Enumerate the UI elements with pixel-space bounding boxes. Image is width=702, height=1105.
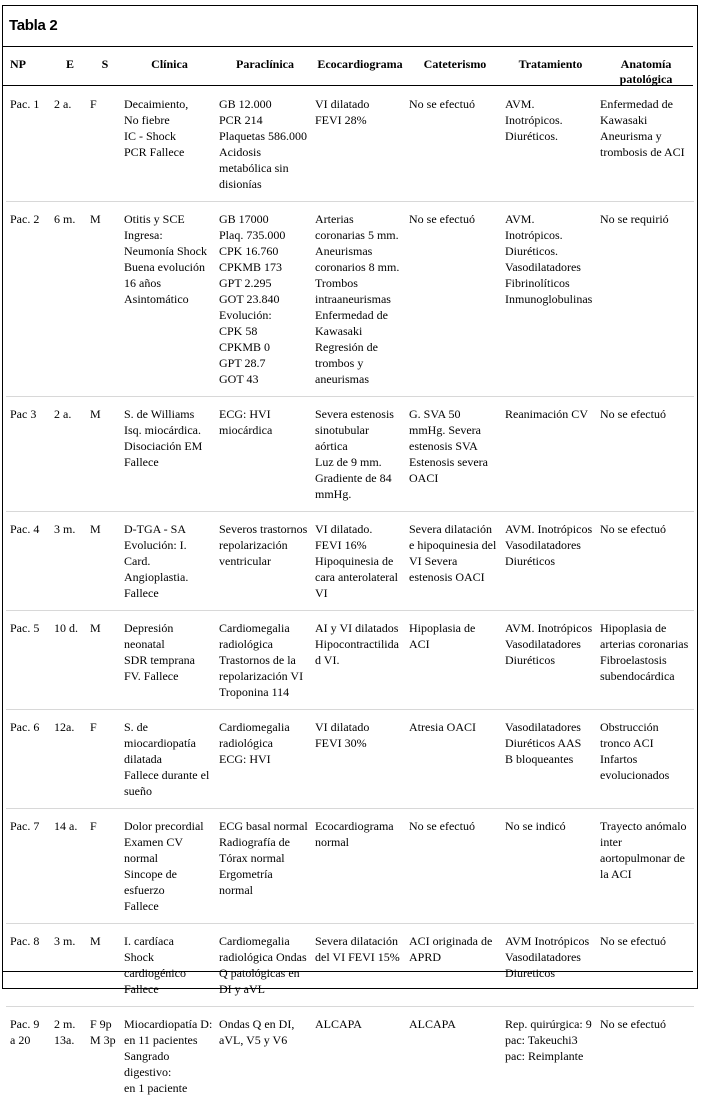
- table-row: [6, 202, 694, 397]
- cell-ecocardiograma: Severa estenosis sinotubular aórtica Luz de 9 mm. Gradiente de 84 mmHg.: [313, 397, 407, 512]
- cell-edad: 2 a.: [52, 87, 88, 202]
- cell-paraclinica: GB 12.000 PCR 214 Plaquetas 586.000 Acidosis metabólica sin disionías: [217, 87, 313, 202]
- cell-ecocardiograma: ALCAPA: [313, 1007, 407, 1105]
- table-row: [6, 87, 694, 202]
- cell-ecocardiograma: Severa dilatación del VI FEVI 15%: [313, 924, 407, 1007]
- table-row: [6, 924, 694, 1007]
- cell-ecocardiograma: Ecocardiograma normal: [313, 809, 407, 924]
- cell-cateterismo: Hipoplasia de ACI: [407, 611, 503, 710]
- cell-ecocardiograma: VI dilatado FEVI 30%: [313, 710, 407, 809]
- cell-tratamiento: AVM. Inotrópicos Vasodilatadores Diuréticos: [503, 611, 598, 710]
- cell-sexo: M: [88, 202, 122, 397]
- cell-clinica: D-TGA - SA Evolución: I. Card. Angioplastia. Fallece: [122, 512, 217, 611]
- cell-sexo: M: [88, 924, 122, 1007]
- cell-np: Pac 3: [6, 397, 52, 512]
- cell-cateterismo: Severa dilatación e hipoquinesia del VI Severa estenosis OACI: [407, 512, 503, 611]
- table-row: [6, 397, 694, 512]
- cell-paraclinica: ECG: HVI miocárdica: [217, 397, 313, 512]
- cell-anatomia-patologica: No se efectuó: [598, 924, 694, 1007]
- cell-clinica: Decaimiento, No fiebre IC - Shock PCR Fallece: [122, 87, 217, 202]
- cell-ecocardiograma: AI y VI dilatados Hipocontractilida d VI.: [313, 611, 407, 710]
- table-row: [6, 809, 694, 924]
- cell-edad: 12a.: [52, 710, 88, 809]
- cell-cateterismo: No se efectuó: [407, 202, 503, 397]
- cell-clinica: S. de Williams Isq. miocárdica. Disociación EM Fallece: [122, 397, 217, 512]
- cell-ecocardiograma: Arterias coronarias 5 mm. Aneurismas coronarios 8 mm. Trombos intraaneurismas Enfermedad de Kawasaki Regresión de trombos y aneurismas: [313, 202, 407, 397]
- cell-paraclinica: Ondas Q en DI, aVL, V5 y V6: [217, 1007, 313, 1105]
- cell-np: Pac. 8: [6, 924, 52, 1007]
- column-header-tratamiento: Tratamiento: [503, 47, 598, 87]
- table-row: [6, 512, 694, 611]
- table-row: [6, 710, 694, 809]
- column-header-edad: E: [52, 47, 88, 87]
- cell-paraclinica: Cardiomegalia radiológica ECG: HVI: [217, 710, 313, 809]
- cell-np: Pac. 4: [6, 512, 52, 611]
- column-header-np: NP: [6, 47, 52, 87]
- table-title: Tabla 2: [9, 17, 57, 34]
- cell-paraclinica: ECG basal normal Radiografía de Tórax normal Ergometría normal: [217, 809, 313, 924]
- cell-anatomia-patologica: No se efectuó: [598, 397, 694, 512]
- cell-edad: 10 d.: [52, 611, 88, 710]
- cell-tratamiento: Rep. quirúrgica: 9 pac: Takeuchi3 pac: Reimplante: [503, 1007, 598, 1105]
- cell-anatomia-patologica: Hipoplasia de arterias coronarias Fibroelastosis subendocárdica: [598, 611, 694, 710]
- cell-anatomia-patologica: No se efectuó: [598, 1007, 694, 1105]
- table-row: [6, 1007, 694, 1105]
- cell-clinica: I. cardíaca Shock cardiogénico Fallece: [122, 924, 217, 1007]
- cell-tratamiento: AVM. Inotrópicos. Diuréticos.: [503, 87, 598, 202]
- cell-paraclinica: GB 17000 Plaq. 735.000 CPK 16.760 CPKMB 173 GPT 2.295 GOT 23.840 Evolución: CPK 58 CPKMB 0 GPT 28.7 GOT 43: [217, 202, 313, 397]
- column-header-cateterismo: Cateterismo: [407, 47, 503, 87]
- cell-sexo: F: [88, 809, 122, 924]
- cell-tratamiento: Reanimación CV: [503, 397, 598, 512]
- cell-cateterismo: Atresia OACI: [407, 710, 503, 809]
- cell-np: Pac. 6: [6, 710, 52, 809]
- cell-cateterismo: ACI originada de APRD: [407, 924, 503, 1007]
- table-frame: [2, 5, 698, 989]
- cell-cateterismo: No se efectuó: [407, 87, 503, 202]
- cell-paraclinica: Cardiomegalia radiológica Ondas Q patológicas en DI y aVL: [217, 924, 313, 1007]
- cell-clinica: Dolor precordial Examen CV normal Sincope de esfuerzo Fallece: [122, 809, 217, 924]
- column-header-clinica: Clínica: [122, 47, 217, 87]
- cell-edad: 2 a.: [52, 397, 88, 512]
- cell-paraclinica: Severos trastornos repolarización ventricular: [217, 512, 313, 611]
- patients-table: [6, 47, 694, 1105]
- cell-clinica: Miocardiopatía D: en 11 pacientes Sangrado digestivo: en 1 paciente: [122, 1007, 217, 1105]
- column-header-sexo: S: [88, 47, 122, 87]
- table-header-row: [6, 47, 694, 87]
- cell-tratamiento: AVM Inotrópicos Vasodilatadores Diureticos: [503, 924, 598, 1007]
- cell-paraclinica: Cardiomegalia radiológica Trastornos de la repolarización VI Troponina 114: [217, 611, 313, 710]
- cell-cateterismo: G. SVA 50 mmHg. Severa estenosis SVA Estenosis severa OACI: [407, 397, 503, 512]
- column-header-ecocardiograma: Ecocardiograma: [313, 47, 407, 87]
- cell-np: Pac. 9 a 20: [6, 1007, 52, 1105]
- cell-ecocardiograma: VI dilatado. FEVI 16% Hipoquinesia de cara anterolateral VI: [313, 512, 407, 611]
- column-header-anatomia-patologica: Anatomía patológica: [598, 47, 694, 87]
- cell-edad: 14 a.: [52, 809, 88, 924]
- cell-edad: 2 m. 13a.: [52, 1007, 88, 1105]
- cell-sexo: F 9p M 3p: [88, 1007, 122, 1105]
- table-row: [6, 611, 694, 710]
- column-header-paraclinica: Paraclínica: [217, 47, 313, 87]
- cell-tratamiento: Vasodilatadores Diuréticos AAS B bloqueantes: [503, 710, 598, 809]
- cell-np: Pac. 5: [6, 611, 52, 710]
- cell-sexo: F: [88, 710, 122, 809]
- cell-sexo: M: [88, 512, 122, 611]
- cell-cateterismo: No se efectuó: [407, 809, 503, 924]
- cell-sexo: F: [88, 87, 122, 202]
- cell-anatomia-patologica: Trayecto anómalo inter aortopulmonar de la ACI: [598, 809, 694, 924]
- cell-np: Pac. 1: [6, 87, 52, 202]
- cell-anatomia-patologica: No se efectuó: [598, 512, 694, 611]
- cell-edad: 3 m.: [52, 924, 88, 1007]
- cell-sexo: M: [88, 611, 122, 710]
- cell-clinica: S. de miocardiopatía dilatada Fallece durante el sueño: [122, 710, 217, 809]
- cell-sexo: M: [88, 397, 122, 512]
- cell-tratamiento: AVM. Inotrópicos. Diuréticos. Vasodilatadores Fibrinolíticos Inmunoglobulinas: [503, 202, 598, 397]
- cell-tratamiento: AVM. Inotrópicos Vasodilatadores Diuréticos: [503, 512, 598, 611]
- cell-np: Pac. 2: [6, 202, 52, 397]
- cell-clinica: Depresión neonatal SDR temprana FV. Fallece: [122, 611, 217, 710]
- cell-clinica: Otitis y SCE Ingresa: Neumonía Shock Buena evolución 16 años Asintomático: [122, 202, 217, 397]
- cell-cateterismo: ALCAPA: [407, 1007, 503, 1105]
- cell-edad: 6 m.: [52, 202, 88, 397]
- cell-anatomia-patologica: Obstrucción tronco ACI Infartos evolucionados: [598, 710, 694, 809]
- cell-anatomia-patologica: No se requirió: [598, 202, 694, 397]
- cell-anatomia-patologica: Enfermedad de Kawasaki Aneurisma y trombosis de ACI: [598, 87, 694, 202]
- cell-edad: 3 m.: [52, 512, 88, 611]
- cell-ecocardiograma: VI dilatado FEVI 28%: [313, 87, 407, 202]
- cell-tratamiento: No se indicó: [503, 809, 598, 924]
- cell-np: Pac. 7: [6, 809, 52, 924]
